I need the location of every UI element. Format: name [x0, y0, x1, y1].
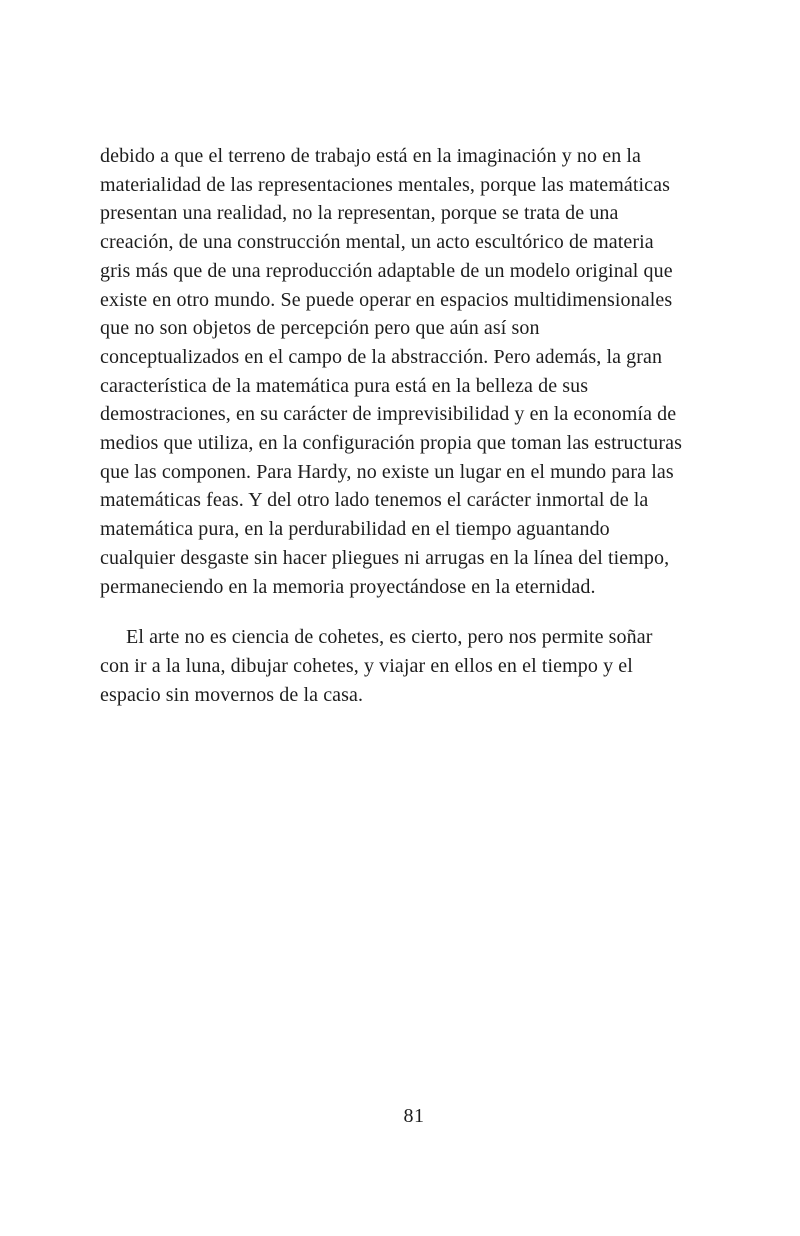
text-line: gris más que de una reproducción adaptable de un modelo original que: [100, 259, 673, 282]
text-line: que las componen. Para Hardy, no existe un lugar en el mundo para las: [100, 460, 674, 483]
text-line: matemática pura, en la perdurabilidad en el tiempo aguantando: [100, 518, 610, 541]
text-line: permaneciendo en la memoria proyectándose en la eternidad.: [100, 575, 596, 598]
text-line: presentan una realidad, no la representan, porque se trata de una: [100, 202, 619, 225]
text-line: matemáticas feas. Y del otro lado tenemos el carácter inmortal de la: [100, 489, 649, 512]
text-line: que no son objetos de percepción pero que aún así son: [100, 317, 540, 340]
text-line: característica de la matemática pura está en la belleza de sus: [100, 374, 589, 397]
paragraph: [100, 623, 728, 709]
text-line: existe en otro mundo. Se puede operar en espacios multidimensionales: [100, 288, 673, 311]
text-line: demostraciones, en su carácter de imprevisibilidad y en la economía de: [100, 403, 677, 426]
text-line: conceptualizados en el campo de la abstracción. Pero además, la gran: [100, 345, 663, 368]
text-line: debido a que el terreno de trabajo está en la imaginación y no en la: [100, 145, 642, 167]
text-line: materialidad de las representaciones mentales, porque las matemáticas: [100, 173, 670, 196]
page-number: 81: [403, 1105, 425, 1127]
paragraph: [100, 142, 728, 601]
text-line: creación, de una construcción mental, un acto escultórico de materia: [100, 231, 654, 254]
text-line: medios que utiliza, en la configuración propia que toman las estructuras: [100, 432, 683, 455]
text-line: cualquier desgaste sin hacer pliegues ni arrugas en la línea del tiempo,: [100, 546, 670, 569]
text-line: El arte no es ciencia de cohetes, es cierto, pero nos permite soñar: [126, 626, 653, 649]
text-block: [100, 142, 728, 709]
text-line: espacio sin movernos de la casa.: [100, 683, 364, 706]
text-line: con ir a la luna, dibujar cohetes, y viajar en ellos en el tiempo y el: [100, 654, 633, 677]
